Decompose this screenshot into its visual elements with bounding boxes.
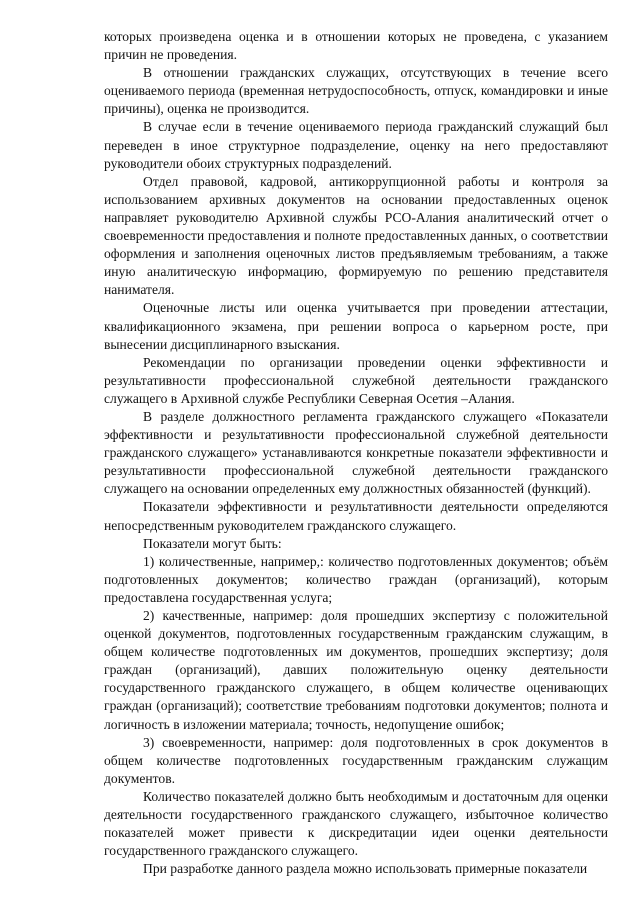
paragraph-legal-department: Отдел правовой, кадровой, антикоррупционной работы и контроля за использованием архивных документов на основании предоставленных оценок направляет руководителю Архивной службы РСО-Алания аналитический отчет о своевременности предоставления и полноте предоставленных данных, о соответствии оформления и заполнения оценочных листов предъявляемым требованиям, а также иную аналитическую информацию, формируемую по решению представителя нанимателя. xyxy=(104,173,608,298)
list-item-quantitative: 1) количественные, например,: количество подготовленных документов; объём подготовленных документов; количество граждан (организаций), которым предоставлена государственная услуга; xyxy=(104,553,608,605)
paragraph-regulation-section: В разделе должностного регламента гражданского служащего «Показатели эффективности и результативности профессиональной служебной деятельности гражданского служащего» устанавливаются конкретные показатели эффективности и результативности профессиональной служебной деятельности гражданского служащего на основании определенных ему должностных обязанностей (функций). xyxy=(104,408,608,497)
paragraph-indicators-can-be: Показатели могут быть: xyxy=(143,535,282,551)
paragraph-section-development: При разработке данного раздела можно использовать примерные показатели xyxy=(143,861,588,877)
paragraph-continuation: которых произведена оценка и в отношении которых не проведена, с указанием причин не проведения. xyxy=(104,29,608,63)
paragraph-evaluation-sheets: Оценочные листы или оценка учитывается при проведении аттестации, квалификационного экзамена, при решении вопроса о карьерном росте, при вынесении дисциплинарного взыскания. xyxy=(104,300,608,352)
paragraph-indicators-defined: Показатели эффективности и результативности деятельности определяются непосредственным руководителем гражданского служащего. xyxy=(104,499,608,533)
document-page xyxy=(104,28,608,878)
paragraph-transfer: В случае если в течение оцениваемого периода гражданский служащий был переведен в иное структурное подразделение, оценку на него предоставляют руководители обоих структурных подразделений. xyxy=(104,119,608,171)
paragraph-indicator-count: Количество показателей должно быть необходимым и достаточным для оценки деятельности государственного гражданского служащего, избыточное количество показателей может привести к дискредитации идеи оценки деятельности государственного гражданского служащего. xyxy=(104,788,608,859)
list-item-qualitative: 2) качественные, например: доля прошедших экспертизу с положительной оценкой документов, подготовленных государственным гражданским служащим, в общем количестве подготовленных им документов, прошедших экспертизу; доля граждан (организаций), давших положительную оценку деятельности государственного гражданского служащего, в общем количестве оценивающих граждан (организаций); соответствие требованиям подготовки документов; полнота и логичность в изложении материала; точность, недопущение ошибок; xyxy=(104,608,608,732)
list-item-timeliness: 3) своевременности, например: доля подготовленных в срок документов в общем количестве подготовленных государственным гражданским служащим документов. xyxy=(104,734,608,786)
paragraph-absent-employees: В отношении гражданских служащих, отсутствующих в течение всего оцениваемого периода (временная нетрудоспособность, отпуск, командировки и иные причины), оценка не производится. xyxy=(104,65,608,117)
paragraph-recommendations-heading: Рекомендации по организации проведении оценки эффективности и результативности профессиональной служебной деятельности гражданского служащего в Архивной службе Республики Северная Осетия –Алания. xyxy=(104,354,608,406)
